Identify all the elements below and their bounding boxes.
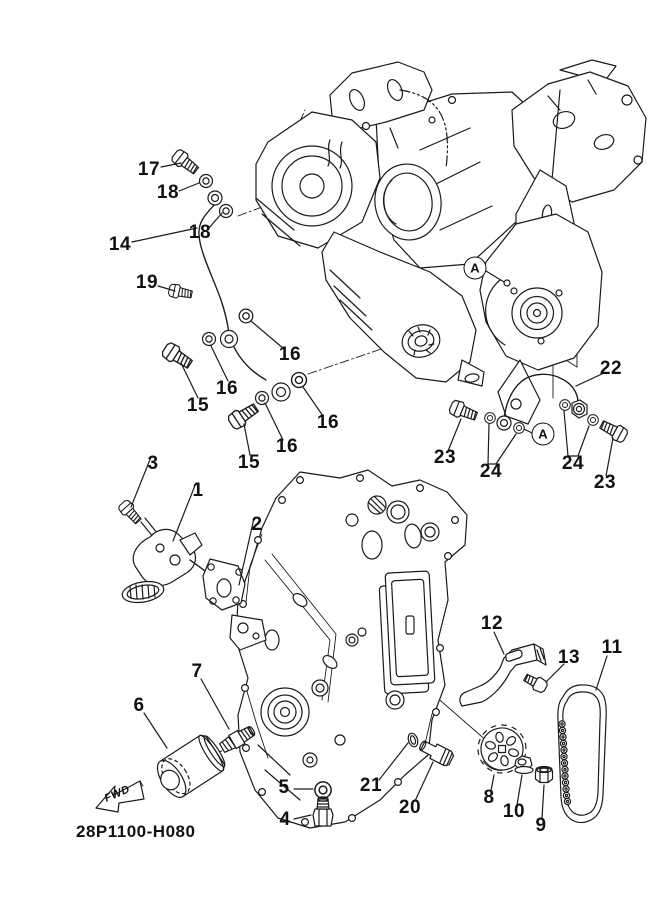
ref-marker-A-1: A bbox=[464, 257, 487, 280]
callout-10: 10 bbox=[502, 801, 526, 822]
stopper-bolt bbox=[522, 671, 549, 694]
callout-11: 11 bbox=[601, 637, 623, 658]
drain-gasket bbox=[315, 782, 331, 798]
callout-21: 21 bbox=[359, 775, 383, 796]
callout-6: 6 bbox=[133, 695, 145, 716]
engine-upper-assembly bbox=[256, 60, 646, 424]
callout-2: 2 bbox=[251, 514, 263, 535]
callout-18: 18 bbox=[156, 182, 180, 203]
callout-16: 16 bbox=[215, 378, 239, 399]
engine-lower-cover bbox=[230, 470, 467, 828]
callout-12: 12 bbox=[480, 613, 504, 634]
callout-24: 24 bbox=[479, 461, 503, 482]
callout-15: 15 bbox=[186, 395, 210, 416]
drive-chain bbox=[558, 685, 606, 823]
callout-5: 5 bbox=[278, 777, 290, 798]
callout-19: 19 bbox=[135, 272, 159, 293]
diagram-code: 28P1100-H080 bbox=[76, 822, 196, 841]
callout-14: 14 bbox=[108, 234, 132, 255]
callout-9: 9 bbox=[535, 815, 547, 836]
callout-16: 16 bbox=[275, 436, 299, 457]
callout-23: 23 bbox=[593, 472, 617, 493]
ref-marker-A-2: A bbox=[532, 423, 555, 446]
callout-1: 1 bbox=[192, 480, 204, 501]
callout-17: 17 bbox=[137, 159, 161, 180]
callout-24: 24 bbox=[561, 453, 585, 474]
lock-washer-nut bbox=[515, 756, 533, 774]
callout-4: 4 bbox=[279, 809, 291, 830]
fwd-arrow-label: FWD bbox=[102, 783, 132, 805]
hex-nut bbox=[536, 767, 553, 783]
oil-pump-group bbox=[117, 498, 245, 610]
callout-18: 18 bbox=[188, 222, 212, 243]
callout-3: 3 bbox=[147, 453, 159, 474]
callout-8: 8 bbox=[483, 787, 495, 808]
callout-7: 7 bbox=[191, 661, 203, 682]
callout-13: 13 bbox=[557, 647, 581, 668]
chain-stopper bbox=[460, 644, 546, 706]
callout-15: 15 bbox=[237, 452, 261, 473]
callout-16: 16 bbox=[316, 412, 340, 433]
callout-20: 20 bbox=[398, 797, 422, 818]
callout-23: 23 bbox=[433, 447, 457, 468]
callout-22: 22 bbox=[599, 358, 623, 379]
callout-16: 16 bbox=[278, 344, 302, 365]
